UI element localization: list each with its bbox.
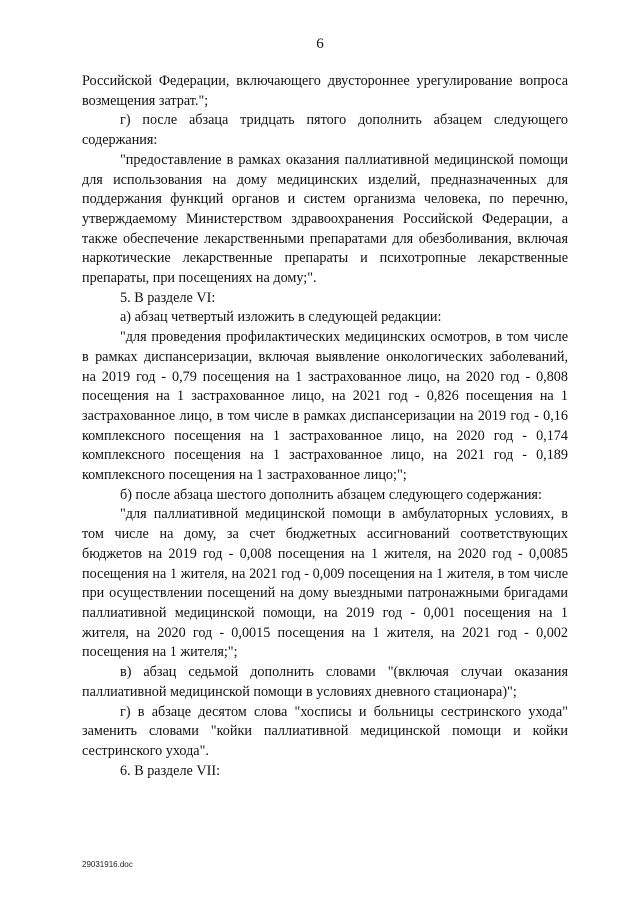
paragraph-quote-palliative-outpatient: "для паллиативной медицинской помощи в амбулаторных условиях, в том числе на дому, за счет бюджетных ассигнований соответствующих бюджетов на 2019 год - 0,008 посещения на 1 жителя, на 2020 год - 0,0085 посещения на 1 жителя, на 2021 год - 0,009 посещения на 1 жителя, в том числе при осуществлении посещений на дому выездными патронажными бригадами паллиативной медицинской помощи, на 2019 год - 0,001 посещения на 1 жителя, на 2020 год - 0,0015 посещения на 1 жителя, на 2021 год - 0,002 посещения на 1 жителя;"; <box>82 506 568 661</box>
paragraph-quote-preventive-exams: "для проведения профилактических медицинских осмотров, в том числе в рамках диспансеризации, включая выявление онкологических заболеваний, на 2019 год - 0,79 посещения на 1 застрахованное лицо, на 2020 год - 0,808 посещения на 1 застрахованное лицо, на 2021 год - 0,826 посещения на 1 застрахованное лицо, в том числе в рамках диспансеризации на 2019 год - 0,16 комплексного посещения на 1 застрахованное лицо, на 2020 год - 0,174 комплексного посещения на 1 застрахованное лицо, на 2021 год - 0,189 комплексного посещения на 1 застрахованное лицо;"; <box>82 329 568 484</box>
paragraph-item-v: в) абзац седьмой дополнить словами "(включая случаи оказания паллиативной медицинской помощи в условиях дневного стационара)"; <box>82 664 568 700</box>
paragraph-section-6-heading: 5. В разделе VI: <box>120 289 216 306</box>
page-number: 6 <box>316 36 324 52</box>
paragraph-item-a: а) абзац четвертый изложить в следующей редакции: <box>120 309 442 326</box>
paragraph-item-g: г) после абзаца тридцать пятого дополнить абзацем следующего содержания: <box>82 112 568 149</box>
paragraph-item-b: б) после абзаца шестого дополнить абзацем следующего содержания: <box>120 486 542 503</box>
paragraph-continuation: Российской Федерации, включающего двустороннее урегулирование вопроса возмещения затрат."; <box>82 73 568 109</box>
footer-document-code: 29031916.doc <box>82 860 133 869</box>
paragraph-item-g-replace: г) в абзаце десятом слова "хосписы и больницы сестринского ухода" заменить словами "койки паллиативной медицинской помощи и койки сестринского ухода". <box>82 703 568 759</box>
paragraph-quote-palliative-devices: "предоставление в рамках оказания паллиативной медицинской помощи для использования на дому медицинских изделий, предназначенных для поддержания функций органов и систем организма человека, по перечню, утверждаемому Министерством здравоохранения Российской Федерации, а также обеспечение лекарственными препаратами для обезболивания, включая наркотические лекарственные препараты и психотропные лекарственные препараты, при посещениях на дому;". <box>82 151 568 287</box>
paragraph-section-7-heading: 6. В разделе VII: <box>120 762 221 779</box>
document-body <box>82 72 568 781</box>
